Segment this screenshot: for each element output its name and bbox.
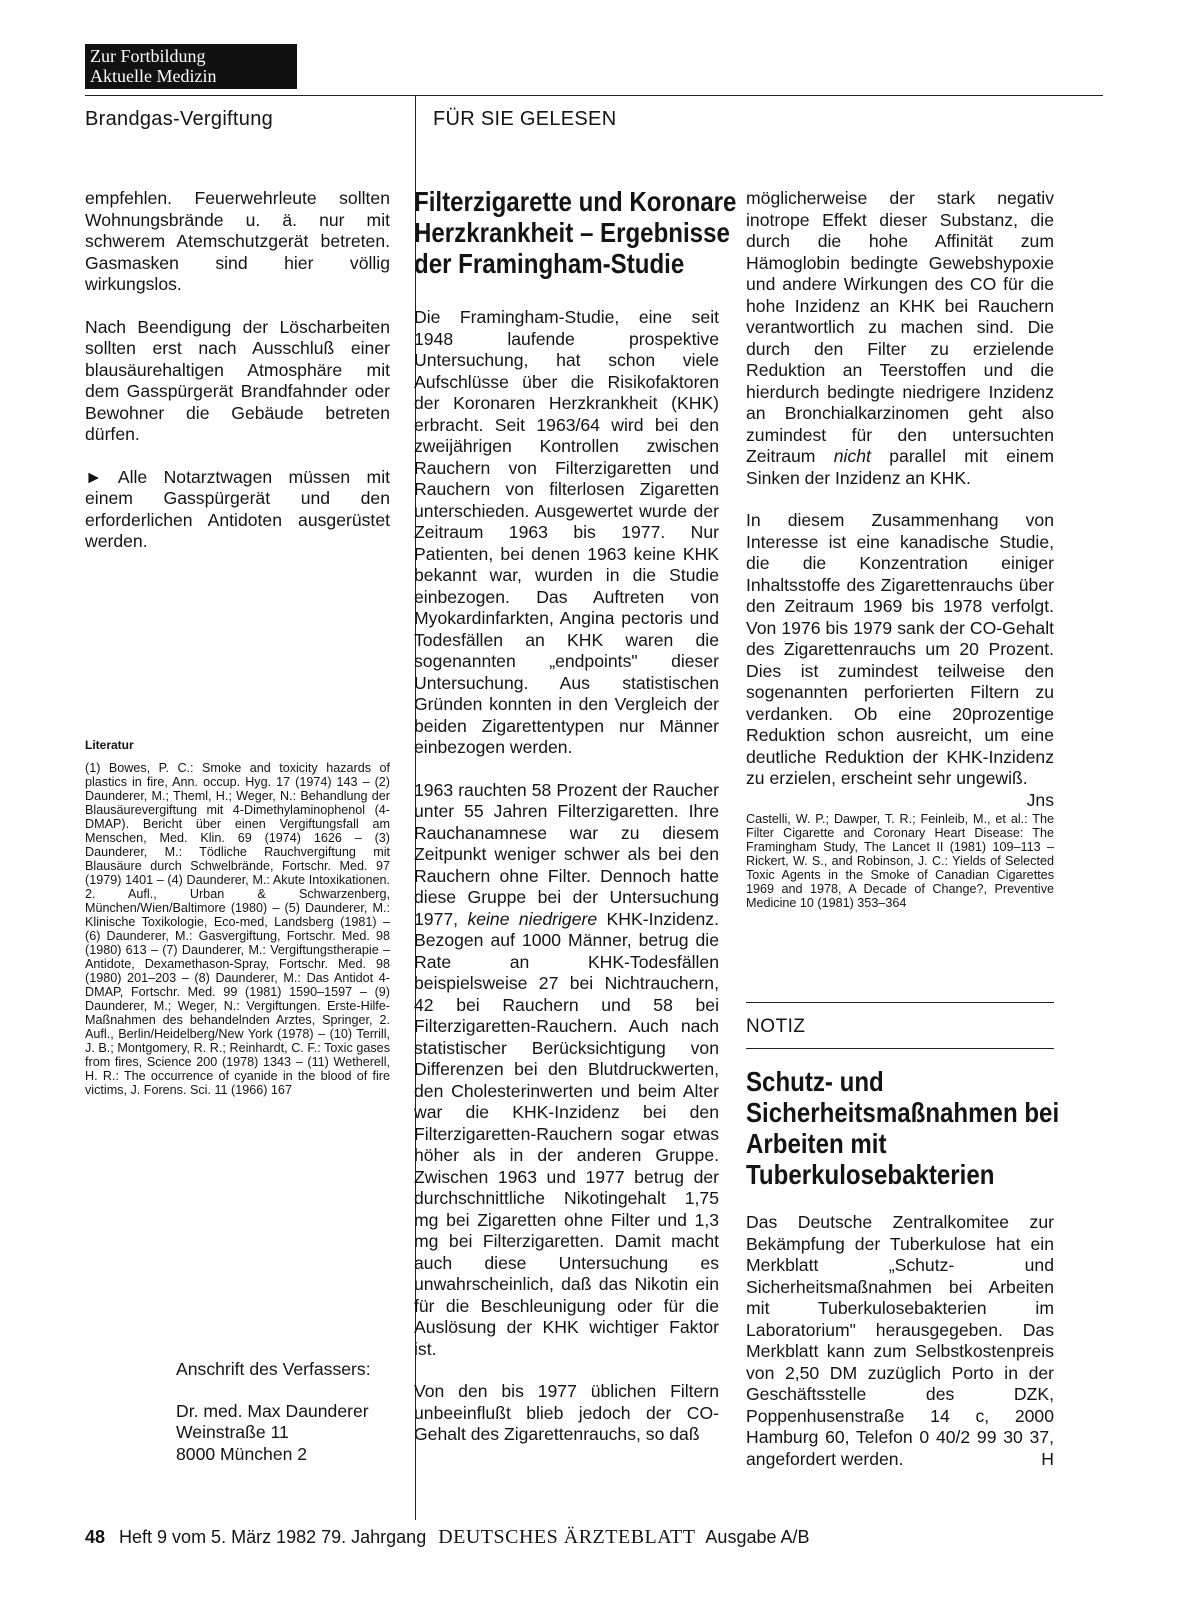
left-paragraph-3 (85, 467, 390, 553)
article1-paragraph-5 (746, 510, 1054, 810)
article1-signature: Jns (1026, 789, 1054, 810)
article1-headline: Filterzigarette und Koronare Herzkrankheit – Ergebnisse der Framingham-Studie (414, 186, 737, 279)
left-paragraph-1: empfehlen. Feuerwehrleute sollten Wohnungsbrände u. ä. nur mit schwerem Atemschutzgerät betreten. Gasmasken sind hier völlig wirkungslos. (85, 188, 390, 294)
notiz-text-body: Das Deutsche Zentralkomitee zur Bekämpfung der Tuberkulose hat ein Merkblatt „Schutz- und Sicherheitsmaßnahmen bei Arbeiten mit Tuberkulosebakterien im Laboratorium" herausgegeben. Das Merkblatt kann zum Selbstkostenpreis von 2,50 DM zuzüglich Porto in der Geschäftsstelle des DZK, Poppenhusenstraße 14 c, 2000 Hamburg 60, Telefon 0 40/2 99 30 37, angefordert werden. (746, 1212, 1054, 1469)
address-street: Weinstraße 11 (176, 1422, 289, 1442)
notiz-top-rule (746, 1002, 1054, 1003)
article1-paragraph-4-end: parallel mit einem Sinken der Inzidenz an KHK. (746, 446, 1054, 488)
article1-paragraph-2-emphasis: keine niedrigere (467, 908, 598, 929)
edition-info: Ausgabe A/B (705, 1527, 810, 1547)
page-number: 48 (85, 1527, 106, 1547)
section-badge (85, 44, 297, 89)
notiz-signature: H (1041, 1448, 1054, 1469)
article1-paragraph-2 (414, 780, 719, 1361)
article1-paragraph-2-end: KHK-Inzidenz. Bezogen auf 1000 Männer, betrug die Rate an KHK-Todesfällen beispielsweise 27 bei Nichtrauchern, 42 bei Rauchern und 58 bei Filterzigaretten-Rauchern. Auch nach statistischer Berücksichtigung von Differenzen bei den Blutdruckwerten, den Cholesterinwerten und beim Alter war die KHK-Inzidenz bei den Filterzigaretten-Rauchern sogar etwas höher als in der anderen Gruppe. Zwischen 1963 und 1977 betrug der durchschnittliche Nikotingehalt 1,75 mg bei Zigaretten ohne Filter und 1,3 mg bei Filterzigaretten. Damit macht auch diese Untersuchung es unwahrscheinlich, daß das Nikotin ein für die Beschleunigung oder für die Auslösung der KHK wichtiger Faktor ist. (414, 908, 719, 1359)
right-running-title: FÜR SIE GELESEN (433, 108, 617, 130)
left-running-title: Brandgas-Vergiftung (85, 108, 274, 130)
top-rule (85, 95, 1103, 96)
article1-column (414, 186, 737, 1446)
left-column (85, 188, 390, 553)
left-paragraph-3-text: Alle Notarztwagen müssen mit einem Gasspürgerät und den erforderlichen Antidoten ausgerüstet werden. (85, 466, 390, 551)
article1-paragraph-4-start: möglicherweise der stark negativ inotrope Effekt dieser Substanz, die durch die hohe Affinität zum Hämoglobin bedingte Gewebshypoxie und andere Wirkungen des CO für die hohe Inzidenz an KHK bei Rauchern verantwortlich zu machen sind. Die durch den Filter zu erzielende Reduktion an Teerstoffen und die hierdurch bedingte niedrigere Inzidenz an Bronchialkarzinomen geht also zumindest für den untersuchten Zeitraum (746, 188, 1054, 466)
article1-paragraph-4-emphasis: nicht (833, 446, 871, 466)
notiz-text (746, 1212, 1054, 1470)
notiz-column (746, 1066, 1060, 1470)
literature-text: (1) Bowes, P. C.: Smoke and toxicity hazards of plastics in fire, Ann. occup. Hyg. 17 (1974) 143 – (2) Daunderer, M.; Theml, H.; Weger, N.: Behandlung der Blausäurevergiftung mit 4-Dimethylaminophenol (4-DMAP). Bericht über einen Vergiftungsfall am Menschen, Med. Klin. 69 (1974) 1626 – (3) Daunderer, M.: Tödliche Rauchvergiftung mit Blausäure durch Schwelbrände, Fortschr. Med. 97 (1979) 1401 – (4) Daunderer, M.: Akute Intoxikationen. 2. Aufl., Urban & Schwarzenberg, München/Wien/Baltimore (1980) – (5) Daunderer, M.: Klinische Toxikologie, Eco-med, Landsberg (1981) – (6) Daunderer, M.: Gasvergiftung, Fortschr. Med. 98 (1980) 613 – (7) Daunderer, M.: Vergiftungstherapie – Antidote, Dexamethason-Spray, Fortschr. Med. 98 (1980) 201–203 – (8) Daunderer, M.: Das Antidot 4-DMAP, Fortschr. Med. 99 (1981) 1590–1597 – (9) Daunderer, M.; Weger, N.: Vergiftungen. Erste-Hilfe-Maßnahmen des behandelnden Arztes, Springer, 2. Aufl., Berlin/Heidelberg/New York (1978) – (10) Terrill, J. B.; Montgomery, R. R.; Reinhardt, C. F.: Toxic gases from fires, Science 200 (1978) 1343 – (11) Wetherell, H. R.: The occurrence of cyanide in the blood of fire victims, J. Forens. Sci. 11 (1966) 167 (85, 761, 390, 1097)
article1-references: Castelli, W. P.; Dawper, T. R.; Feinleib, M., et al.: The Filter Cigarette and Coronary Heart Disease: The Framingham Study, The Lancet II (1981) 109–113 – Rickert, W. S., and Robinson, J. C.: Yields of Selected Toxic Agents in the Smoke of Canadian Cigarettes 1969 and 1978, A Decade of Change?, Preventive Medicine 10 (1981) 353–364 (746, 811, 1054, 910)
bullet-arrow-icon: ► (85, 466, 103, 487)
left-paragraph-2: Nach Beendigung der Löscharbeiten sollten erst nach Ausschluß einer blausäurehaltigen Atmosphäre mit dem Gasspürgerät Brandfahnder oder Bewohner die Gebäude betreten dürfen. (85, 316, 390, 444)
literature-block (85, 738, 390, 1097)
author-address (176, 1359, 396, 1465)
notiz-headline: Schutz- und Sicherheitsmaßnahmen bei Arbeiten mit Tuberkulosebakterien (746, 1066, 1060, 1190)
address-name: Dr. med. Max Daunderer (176, 1400, 369, 1421)
article1-paragraph-1: Die Framingham-Studie, eine seit 1948 laufende prospektive Untersuchung, hat schon viele Aufschlüsse über die Risikofaktoren der Koronaren Herzkrankheit (KHK) erbracht. Seit 1963/64 wird bei den zweijährigen Kontrollen zwischen Rauchern von Filterzigaretten und Rauchern von filterlosen Zigaretten unterschieden. Ausgewertet wurde der Zeitraum 1963 bis 1977. Nur Patienten, bei denen 1963 keine KHK bekannt war, wurden in die Studie einbezogen. Das Auftreten von Myokardinfarkten, Angina pectoris und Todesfällen an KHK waren die sogenannten „endpoints" dieser Untersuchung. Aus statistischen Gründen konnten in den Vergleich der beiden Zigarettentypen nur Männer einbezogen werden. (414, 307, 719, 757)
article1-continuation (746, 188, 1054, 910)
section-badge-line2: Aktuelle Medizin (90, 66, 217, 86)
issue-info: Heft 9 vom 5. März 1982 79. Jahrgang (119, 1527, 427, 1547)
notiz-bottom-rule (746, 1048, 1054, 1049)
article1-paragraph-2-start: 1963 rauchten 58 Prozent der Raucher unter 55 Jahren Filterzigaretten. Ihre Rauchanamnese war zu diesem Zeitpunkt weniger schwer als bei den Rauchern ohne Filter. Dennoch hatte diese Gruppe bei der Untersuchung 1977, (414, 779, 719, 929)
article1-paragraph-3: Von den bis 1977 üblichen Filtern unbeeinflußt blieb jedoch der CO-Gehalt des Zigarettenrauchs, so daß (414, 1381, 719, 1444)
article1-paragraph-5-text: In diesem Zusammenhang von Interesse ist eine kanadische Studie, die die Konzentration einiger Inhaltsstoffe des Zigarettenrauchs über den Zeitraum 1969 bis 1978 verfolgt. Von 1976 bis 1979 sank der CO-Gehalt des Zigarettenrauchs um 20 Prozent. Dies ist zumindest teilweise den sogenannten perforierten Filtern zu verdanken. Ob eine 20prozentige Reduktion schon ausreicht, um eine deutliche Reduktion der KHK-Inzidenz zu erzielen, erscheint sehr ungewiß. (746, 510, 1054, 788)
notiz-label: NOTIZ (746, 1016, 806, 1037)
article1-paragraph-4 (746, 188, 1054, 489)
magazine-title: DEUTSCHES ÄRZTEBLATT (438, 1526, 696, 1548)
literature-title: Literatur (85, 738, 134, 752)
address-heading: Anschrift des Verfassers: (176, 1359, 371, 1379)
address-city: 8000 München 2 (176, 1443, 308, 1464)
section-badge-line1: Zur Fortbildung (90, 46, 206, 66)
page-footer (85, 1526, 810, 1549)
